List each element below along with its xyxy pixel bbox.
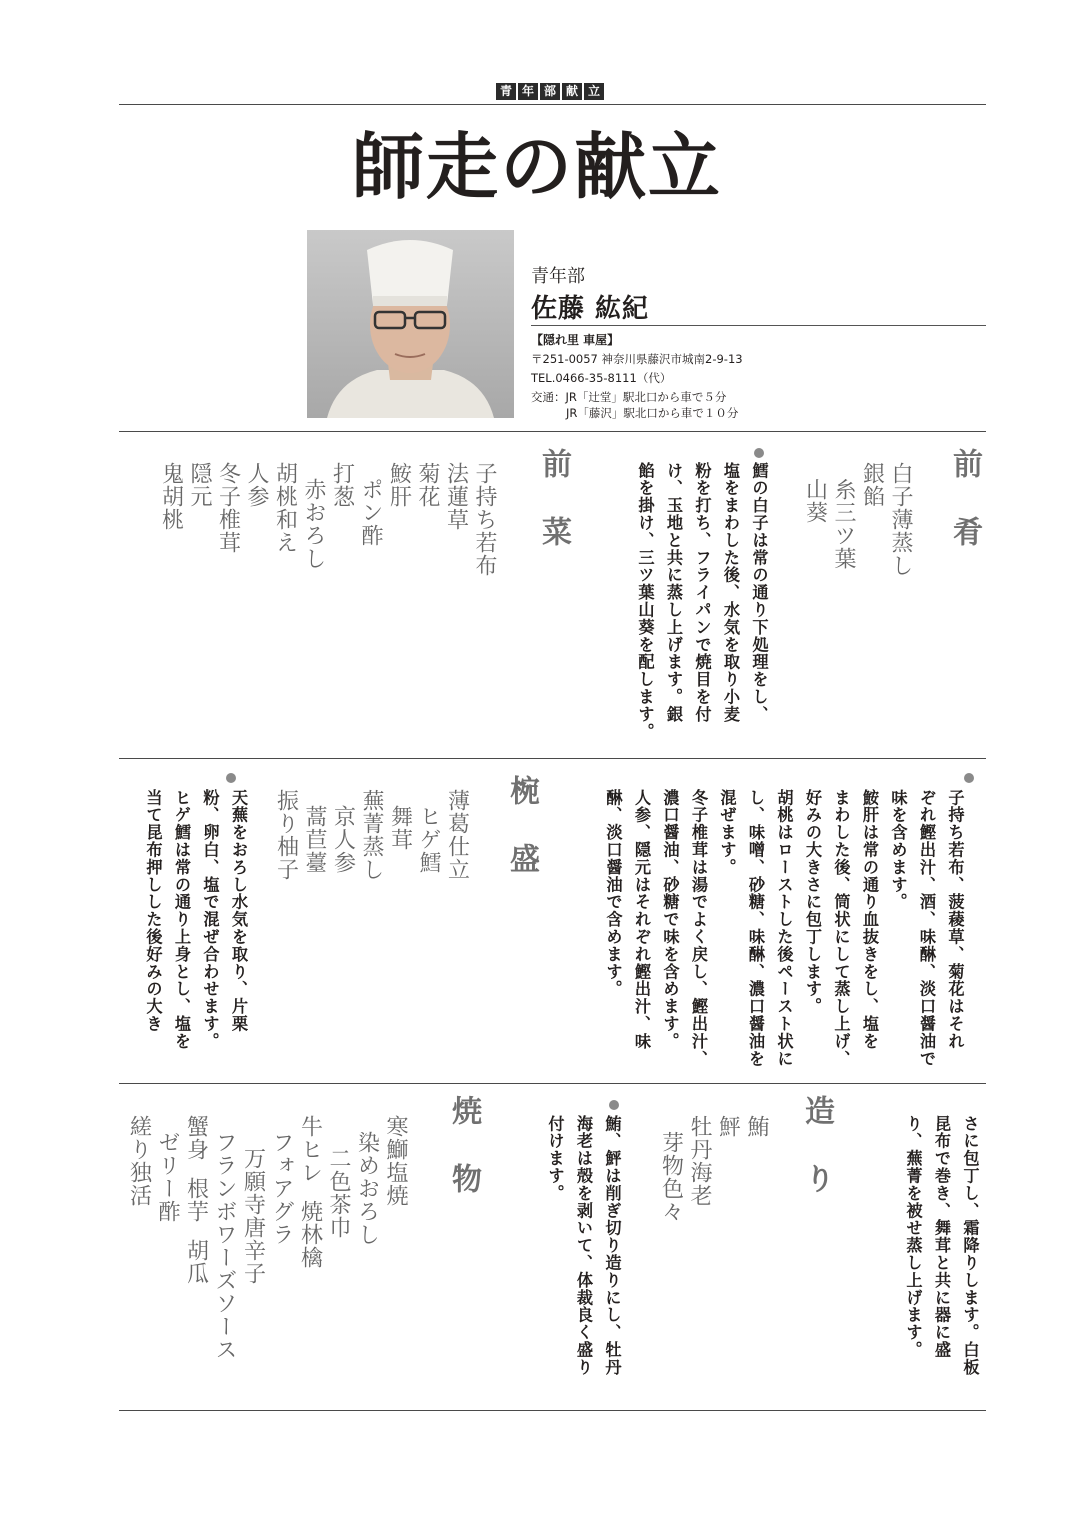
badge-char: 青 [496,83,516,100]
tsukuri-items: 鮪 鮃 牡丹海老 芽物色々 [658,1115,769,1223]
zensai-items: 子持ち若布 法蓮草 菊花 鮟肝 ポン酢 打葱 赤おろし 胡桃和え 人参 冬子椎茸 隠元 鬼胡桃 [158,462,497,577]
sakizuke-description: 鱈の白子は常の通り下処理をし、 塩をまわした後、水気を取り小麦 粉を打ち、フライパンで焼目を付 け、玉地と共に蒸し上げます。銀 餡を掛け、三ツ葉山葵を配します。 [635,462,769,741]
sakizuke-heading: 前肴 [947,448,982,584]
section-badge [496,83,604,100]
shop-access-2: JR「藤沢」駅北口から車で１０分 [566,406,739,420]
shop-access: 交通：JR「辻堂」駅北口から車で５分 [531,390,727,404]
wanmori-heading: 椀盛 [504,775,539,911]
section-rule [119,758,986,759]
zensai-heading: 前菜 [536,448,571,584]
yakimono-items: 寒鰤塩焼 染めおろし 二色茶巾 牛ヒレ 焼林檎 フォアグラ 万願寺唐辛子 フランボワーズソース 蟹身 根芋 胡瓜 ゼリー酢 縒り独活 [126,1115,408,1361]
badge-char: 立 [584,83,604,100]
wanmori-items: 薄葛仕立 ヒゲ鱈 舞茸 蕪菁蒸し 京人参 蒿苣薹 振り柚子 [273,789,470,881]
chef-department: 青年部 [531,266,585,287]
section-rule [119,1083,986,1084]
shop-name: 【隠れ里 車屋】 [531,333,620,347]
badge-char: 部 [540,83,560,100]
badge-char: 年 [518,83,538,100]
bullet-icon [964,773,974,783]
top-rule [119,104,986,105]
sakizuke-items: 白子薄蒸し 銀餡 糸三ツ葉 山葵 [802,462,913,577]
section-rule [119,431,986,432]
wanmori-description: 天蕪をおろし水気を取り、片栗 粉、卵白、塩で混ぜ合わせます。 ヒゲ鱈は常の通り上身とし、塩を 当て昆布押しした後好みの大き [143,789,248,1050]
zensai-description: 子持ち若布、菠薐草、菊花はそれ ぞれ鰹出汁、酒、味醂、淡口醤油で 味を含めます。 鮟肝は常の通り血抜きをし、塩を まわした後、筒状にして蒸し上げ、 好みの大きさに包丁します。 胡桃はローストした後ペースト状に し、味噌、砂糖、味醂、濃口醤油を 混ぜます。 冬子椎茸は湯でよく戻し、鰹出汁、 濃口醤油、砂糖で味を含めます。 人参、隠元はそれぞれ鰹出汁、味 醂、淡口醤油で含めます。 [603,789,965,1068]
badge-char: 献 [562,83,582,100]
page-title: 師走の献立 [351,124,722,209]
yakimono-heading: 焼物 [446,1095,481,1231]
shop-tel: TEL.0466-35-8111（代） [531,371,672,385]
shop-address: 〒251-0057 神奈川県藤沢市城南2-9-13 [531,352,743,366]
bullet-icon [226,773,236,783]
chef-photo [307,230,514,418]
bullet-icon [754,448,764,458]
bullet-icon [609,1100,619,1110]
tsukuri-heading: 造り [799,1095,834,1231]
bottom-rule [119,1410,986,1411]
chef-name: 佐藤 紘紀 [531,294,650,324]
name-underline [531,325,986,326]
tsukuri-description: 鮪、鮃は削ぎ切り造りにし、牡丹 海老は殻を剥いて、体裁良く盛り 付けます。 [545,1115,622,1376]
wanmori-description-continued: さに包丁し、霜降りします。白板 昆布で巻き、舞茸と共に器に盛 り、蕪菁を被せ蒸し上げます。 [903,1115,980,1376]
